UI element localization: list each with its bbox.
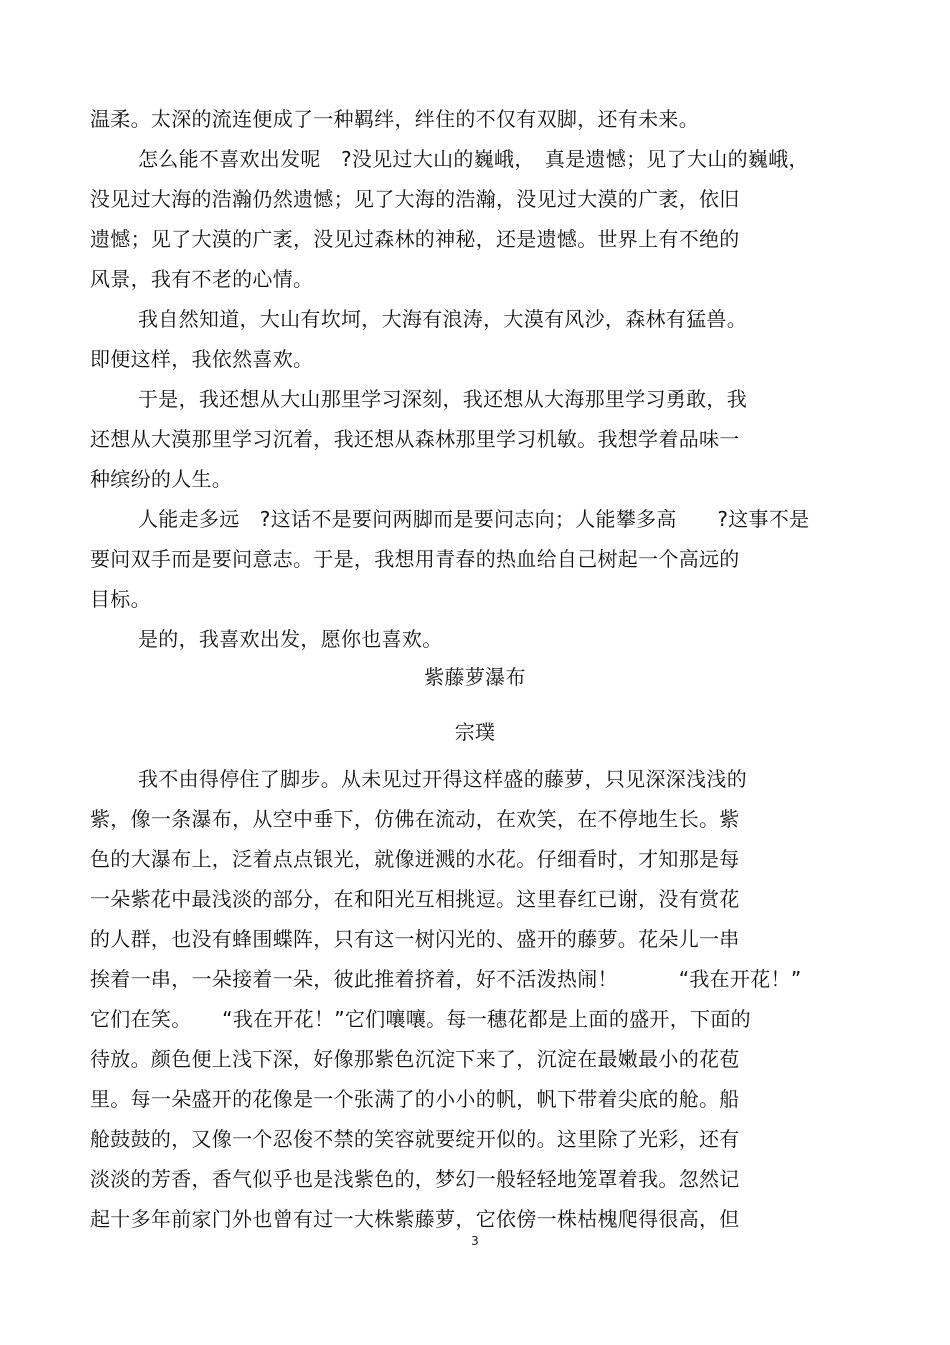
essay-two-line-9: 里。每一朵盛开的花像是一个张满了的小小的帆，帆下带着尖底的舱。船 [90,1087,740,1111]
essay-one-line-1: 温柔。太深的流连便成了一种羁绊，绊住的不仅有双脚，还有未来。 [90,107,699,131]
essay-one-line-6: 我自然知道，大山有坎坷，大海有浪涛，大漠有风沙，森林有猛兽。 [138,307,747,331]
essay-two-line-1: 我不由得停住了脚步。从未见过开得这样盛的藤萝，只见深深浅浅的 [138,767,747,791]
essay-two-line-11: 淡淡的芳香，香气似乎也是浅紫色的，梦幻一般轻轻地笼罩着我。忽然记 [90,1167,740,1191]
essay-two-line-3: 色的大瀑布上，泛着点点银光，就像迸溅的水花。仔细看时，才知那是每 [90,847,740,871]
essay-two-line-4: 一朵紫花中最浅淡的部分，在和阳光互相挑逗。这里春红已谢，没有赏花 [90,887,740,911]
essay-one-line-10: 种缤纷的人生。 [90,467,233,491]
essay-one-line-3: 没见过大海的浩瀚仍然遗憾；见了大海的浩瀚，没见过大漠的广袤，依旧 [90,187,740,211]
essay-two-line-2: 紫，像一条瀑布，从空中垂下，仿佛在流动，在欢笑，在不停地生长。紫 [90,807,740,831]
essay-one-line-7: 即便这样，我依然喜欢。 [90,347,314,371]
essay-two-line-5: 的人群，也没有蜂围蝶阵，只有这一树闪光的、盛开的藤萝。花朵儿一串 [90,927,740,951]
essay-one-line-2: 怎么能不喜欢出发呢 ?没见过大山的巍峨， 真是遗憾；见了大山的巍峨， [138,147,809,171]
essay-two-line-6: 挨着一串，一朵接着一朵，彼此推着挤着，好不活泼热闹！ “我在开花！” [90,967,802,991]
page-number: 3 [471,1234,479,1248]
essay-one-line-13: 目标。 [90,587,151,611]
essay-two-title: 紫藤萝瀑布 [424,665,526,689]
essay-one-line-14: 是的，我喜欢出发，愿你也喜欢。 [138,627,443,651]
essay-one-line-11: 人能走多远 ?这话不是要问两脚而是要问志向；人能攀多高 ?这事不是 [138,507,810,531]
essay-two-author: 宗璞 [454,720,496,744]
essay-one-line-9: 还想从大漠那里学习沉着，我还想从森林那里学习机敏。我想学着品味一 [90,427,740,451]
essay-two-line-8: 待放。颜色便上浅下深，好像那紫色沉淀下来了，沉淀在最嫩最小的花苞 [90,1047,740,1071]
essay-two-line-12: 起十多年前家门外也曾有过一大株紫藤萝，它依傍一株枯槐爬得很高，但 [90,1207,740,1231]
essay-one-line-4: 遗憾；见了大漠的广袤，没见过森林的神秘，还是遗憾。世界上有不绝的 [90,227,740,251]
essay-two-line-10: 舱鼓鼓的，又像一个忍俊不禁的笑容就要绽开似的。这里除了光彩，还有 [90,1127,740,1151]
essay-two-line-7: 它们在笑。 “我在开花！”它们嚷嚷。每一穗花都是上面的盛开，下面的 [90,1007,751,1031]
essay-one-line-12: 要问双手而是要问意志。于是，我想用青春的热血给自己树起一个高远的 [90,547,740,571]
essay-one-line-5: 风景，我有不老的心情。 [90,267,314,291]
essay-one-line-8: 于是，我还想从大山那里学习深刻，我还想从大海那里学习勇敢，我 [138,387,747,411]
